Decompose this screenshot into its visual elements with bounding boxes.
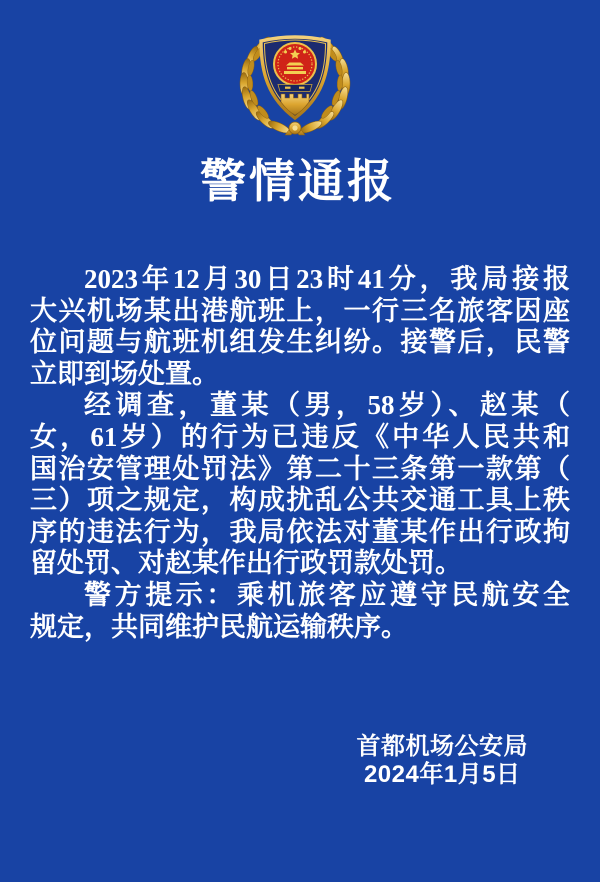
signature-agency: 首都机场公安局	[356, 733, 528, 760]
police-badge-icon	[238, 28, 352, 138]
signature-block	[357, 733, 529, 789]
body-line: 女，61岁）的行为已违反《中华人民共和	[30, 421, 570, 452]
body-line: 规定，共同维护民航运输秩序。	[30, 611, 408, 642]
signature-date: 2024年1月5日	[363, 761, 521, 788]
body-line: 2023年12月30日23时41分，我局接报	[84, 264, 570, 294]
body-line: 大兴机场某出港航班上，一行三名旅客因座	[30, 295, 570, 326]
notice-title: 警情通报	[200, 155, 396, 207]
body-line: 留处罚、对赵某作出行政罚款处罚。	[30, 548, 462, 579]
badge-ribbon	[278, 85, 312, 92]
body-line: 序的违法行为，我局依法对董某作出行政拘	[30, 516, 570, 547]
body-line: 经调查，董某（男，58岁）、赵某（	[84, 390, 570, 421]
body-line: 三）项之规定，构成扰乱公共交通工具上秩	[30, 485, 570, 516]
body-line: 警方提示：乘机旅客应遵守民航安全	[84, 579, 570, 610]
badge-knot-highlight	[292, 125, 297, 130]
body-line: 立即到场处置。	[30, 358, 219, 389]
notice-body	[30, 264, 570, 643]
body-line: 位问题与航班机组发生纠纷。接警后，民警	[30, 327, 570, 358]
body-line: 国治安管理处罚法》第二十三条第一款第（	[30, 453, 570, 484]
